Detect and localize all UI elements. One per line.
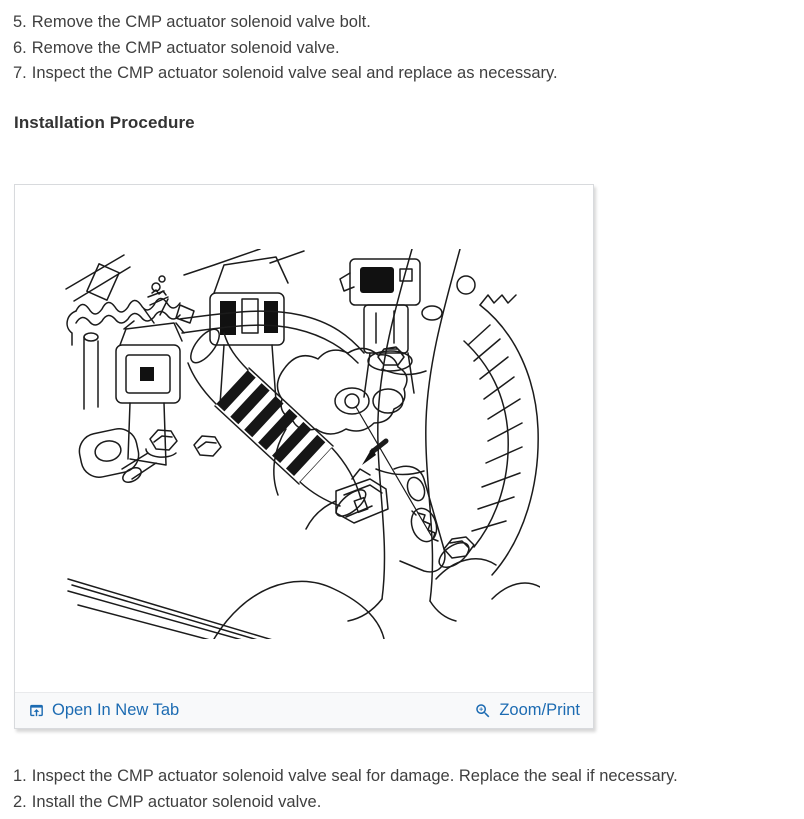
figure-footer-bar: [15, 692, 593, 728]
step-text: Inspect the CMP actuator solenoid valve seal for damage. Replace the seal if necessary.: [31, 767, 678, 785]
section-heading: Installation Procedure: [14, 113, 195, 132]
step-number: 2.: [13, 792, 27, 811]
list-item: [13, 10, 558, 36]
open-in-new-tab-label: Open In New Tab: [52, 701, 180, 719]
engine-illustration: [64, 249, 540, 639]
installation-steps-list: [13, 764, 678, 815]
zoom-print-label: Zoom/Print: [499, 701, 580, 719]
list-item: [13, 764, 678, 790]
figure-panel: [14, 184, 594, 729]
removal-steps-list: [13, 10, 558, 87]
list-item: [13, 36, 558, 62]
list-item: [13, 790, 678, 816]
step-number: 1.: [13, 767, 27, 785]
step-text: Inspect the CMP actuator solenoid valve seal and replace as necessary.: [31, 64, 558, 82]
list-item: [13, 61, 558, 87]
step-number: 7.: [13, 64, 27, 82]
zoom-print-link[interactable]: [474, 701, 580, 720]
step-text: Remove the CMP actuator solenoid valve.: [31, 38, 340, 57]
open-in-new-tab-link[interactable]: [28, 701, 179, 720]
step-text: Install the CMP actuator solenoid valve.: [31, 792, 322, 811]
step-text: Remove the CMP actuator solenoid valve bolt.: [31, 13, 371, 31]
zoom-in-magnifier-icon: [474, 702, 492, 720]
step-number: 6.: [13, 38, 27, 57]
open-in-browser-icon: [28, 702, 45, 719]
figure-image-area: [15, 185, 593, 692]
step-number: 5.: [13, 13, 27, 31]
